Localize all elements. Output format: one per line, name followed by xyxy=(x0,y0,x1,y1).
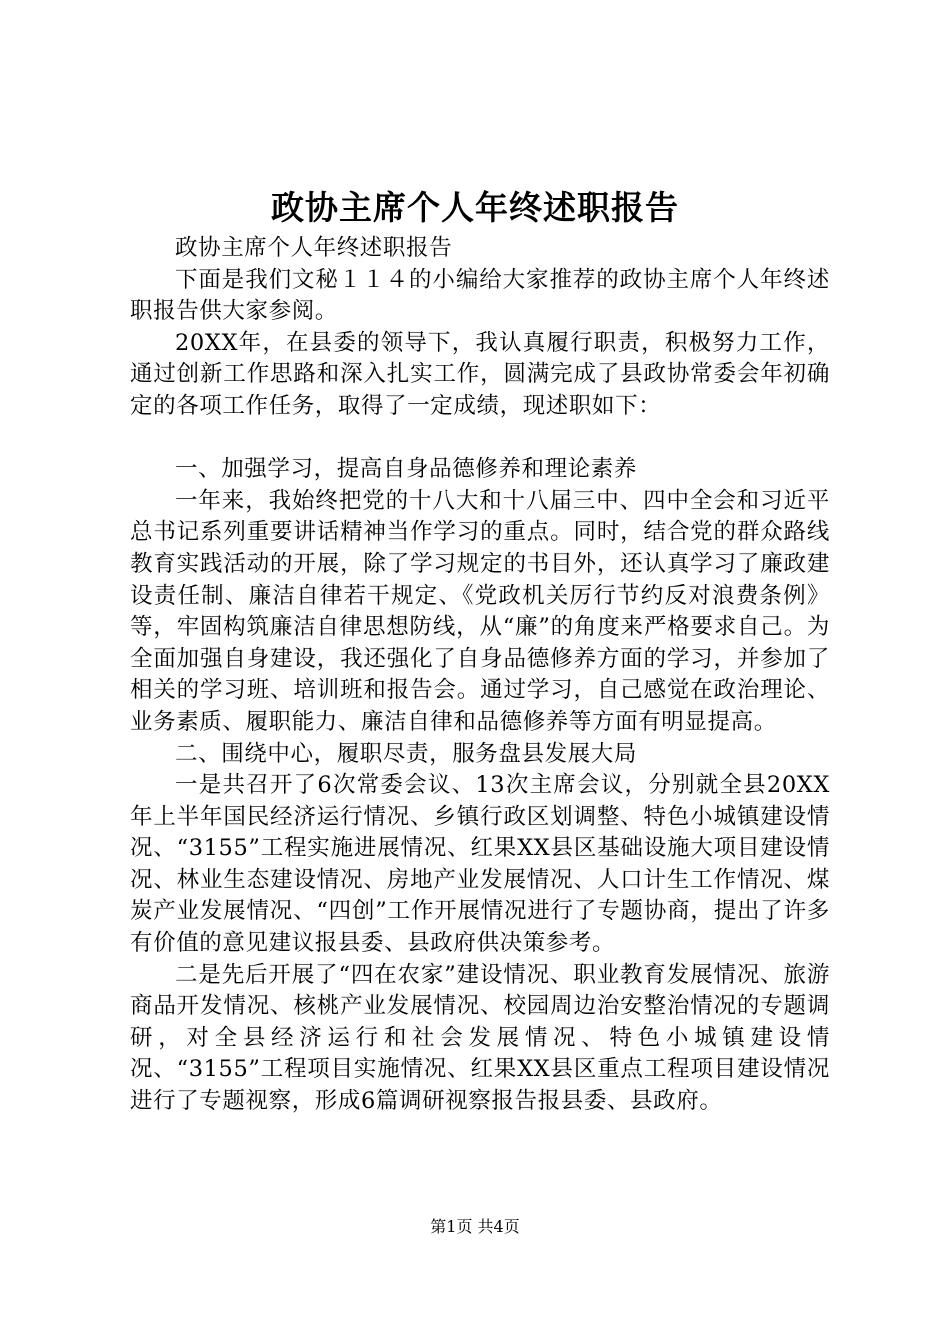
document-title: 政协主席个人年终述职报告 xyxy=(271,188,679,227)
page-footer: 第1页 共4页 xyxy=(430,1217,520,1236)
paragraph-study: 一年来，我始终把党的十八大和十八届三中、四中全会和习近平总书记系列重要讲话精神当作学习的重点。同时，结合党的群众路线教育实践活动的开展，除了学习规定的书目外，还认真学习了廉政建设责任制、廉洁自律若干规定、《党政机关厉行节约反对浪费条例》等，牢固构筑廉洁自律思想防线，从“廉”的角度来严格要求自己。为全面加强自身建设，我还强化了自身品德修养方面的学习，并参加了相关的学习班、培训班和报告会。通过学习，自己感觉在政治理论、业务素质、履职能力、廉洁自律和品德修养等方面有明显提高。 xyxy=(130,487,830,735)
section-heading-1: 一、加强学习，提高自身品德修养和理论素养 xyxy=(175,456,638,483)
document-body xyxy=(130,233,830,1118)
paragraph-intro: 下面是我们文秘１１４的小编给大家推荐的政协主席个人年终述职报告供大家参阅。 xyxy=(130,266,830,325)
blank-line xyxy=(130,423,830,455)
section-heading-2: 二、围绕中心，履职尽责，服务盘县发展大局 xyxy=(175,740,638,767)
paragraph-summary: 20XX年，在县委的领导下，我认真履行职责，积极努力工作，通过创新工作思路和深入扎实工作，圆满完成了县政协常委会年初确定的各项工作任务，取得了一定成绩，现述职如下： xyxy=(130,329,830,419)
paragraph-research: 二是先后开展了“四在农家”建设情况、职业教育发展情况、旅游商品开发情况、核桃产业发展情况、校园周边治安整治情况的专题调研，对全县经济运行和社会发展情况、特色小城镇建设情况、“3155”工程项目实施情况、红果XX县区重点工程项目建设情况进行了专题视察，形成6篇调研视察报告报县委、县政府。 xyxy=(130,961,830,1115)
paragraph-subtitle: 政协主席个人年终述职报告 xyxy=(175,235,453,261)
paragraph-meetings: 一是共召开了6次常委会议、13次主席会议，分别就全县20XX年上半年国民经济运行情况、乡镇行政区划调整、特色小城镇建设情况、“3155”工程实施进展情况、红果XX县区基础设施大项目建设情况、林业生态建设情况、房地产业发展情况、人口计生工作情况、煤炭产业发展情况、“四创”工作开展情况进行了专题协商，提出了许多有价值的意见建议报县委、县政府供决策参考。 xyxy=(130,772,830,957)
